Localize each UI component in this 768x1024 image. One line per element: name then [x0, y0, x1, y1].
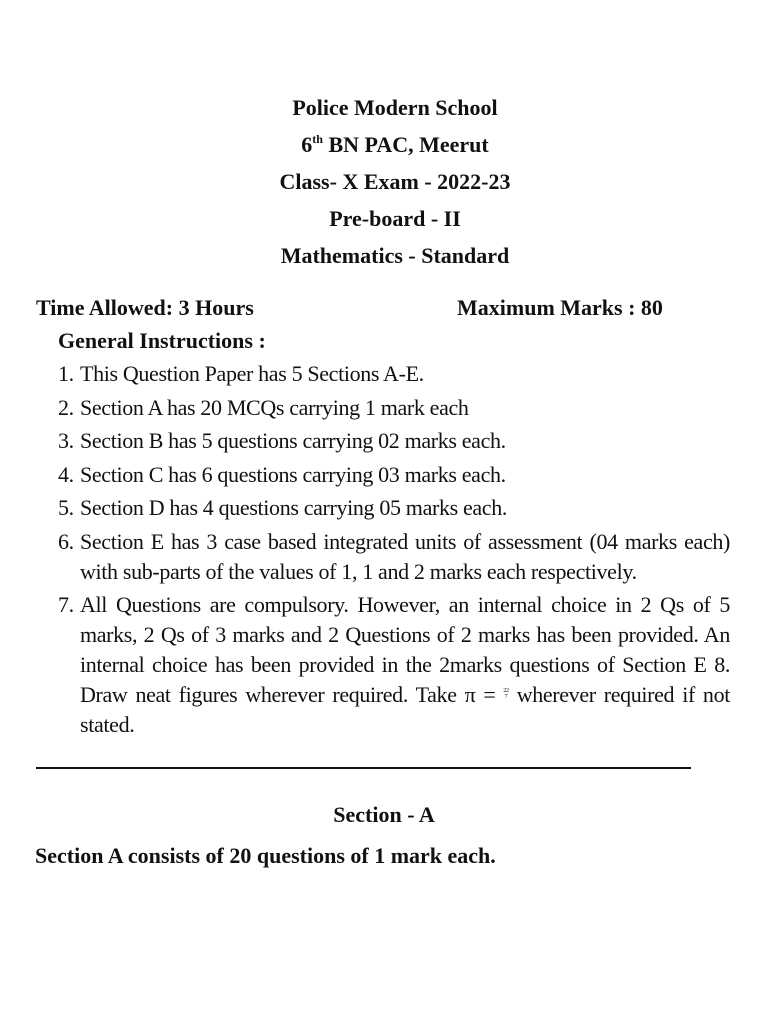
instruction-text: Section C has 6 questions carrying 03 marks each.: [80, 461, 506, 487]
instruction-item: [58, 527, 730, 587]
subject-title: Mathematics - Standard: [280, 243, 510, 268]
instruction-number: 3.: [58, 428, 74, 453]
instruction-text-part: All Questions are compulsory. However, an internal choice in 2 Qs of 5 marks, 2 Qs of 3 marks and 2 Questions of 2 marks has been provided. An internal choice has been provided in the 2marks questions of Section E 8. Draw neat figures wherever required. Take π =: [80, 592, 730, 707]
instruction-item: [58, 426, 730, 456]
instruction-item: [58, 359, 730, 389]
school-location: [0, 131, 768, 159]
time-allowed: Time Allowed: 3 Hours: [36, 295, 254, 320]
instruction-number: 6.: [58, 528, 74, 554]
instruction-text: Section B has 5 questions carrying 02 marks each.: [80, 428, 506, 453]
instruction-text: Section A has 20 MCQs carrying 1 mark each: [80, 394, 469, 420]
maximum-marks: Maximum Marks : 80: [457, 295, 663, 320]
section-description: Section A consists of 20 questions of 1 mark each.: [35, 843, 496, 868]
instruction-text: Section E has 3 case based integrated units of assessment (04 marks each) with sub-parts of the values of 1, 1 and 2 marks each respectively.: [80, 528, 730, 584]
instruction-item: [58, 590, 730, 740]
instruction-number: 5.: [58, 495, 74, 520]
battalion-number: 6: [301, 132, 313, 157]
instruction-text: This Question Paper has 5 Sections A-E.: [80, 361, 424, 386]
instruction-number: 1.: [58, 361, 74, 386]
section-title: Section - A: [333, 802, 435, 827]
instruction-text-part: wherever required if not stated.: [80, 682, 730, 737]
battalion-location: BN PAC, Meerut: [322, 132, 489, 157]
instruction-text: Section D has 4 questions carrying 05 marks each.: [80, 495, 508, 520]
instruction-text: [80, 590, 730, 740]
exam-title: Class- X Exam - 2022-23: [279, 169, 511, 194]
fraction-denominator: 7: [504, 694, 508, 700]
instruction-number: 4.: [58, 461, 74, 487]
horizontal-divider: [36, 767, 691, 769]
instructions-list: [58, 359, 730, 744]
school-name: Police Modern School: [292, 95, 498, 120]
preboard-title: Pre-board - II: [329, 206, 461, 231]
instruction-item: [58, 393, 730, 423]
instruction-item: [58, 460, 730, 490]
instruction-number: 2.: [58, 394, 74, 420]
general-instructions-title: General Instructions :: [58, 328, 266, 353]
battalion-ordinal-suffix: th: [312, 132, 323, 146]
instruction-number: 7.: [58, 592, 74, 617]
instruction-item: [58, 493, 730, 523]
fraction-numerator: 22: [503, 688, 509, 694]
